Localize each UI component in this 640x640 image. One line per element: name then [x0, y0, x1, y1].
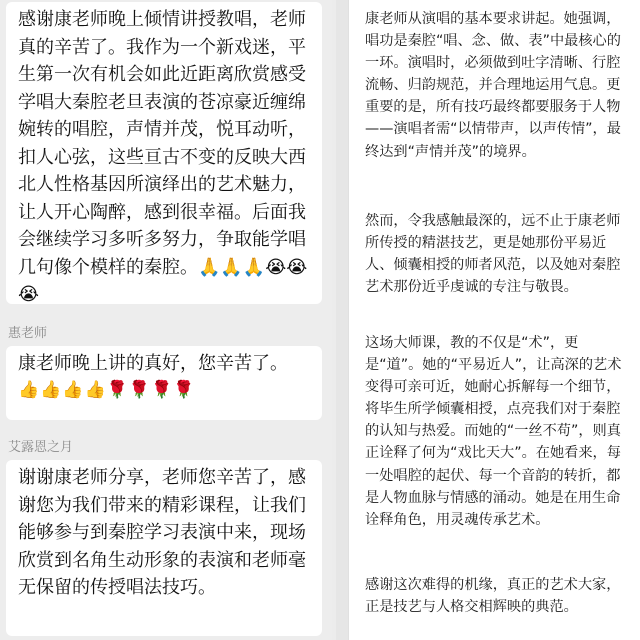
chat-bubble-3[interactable]	[6, 460, 322, 636]
message-text-1: 感谢康老师晚上倾情讲授教唱，老师真的辛苦了。我作为一个新戏迷，平生第一次有机会如此近距离欣赏感受学唱大秦腔老旦表演的苍凉豪近缠绵婉转的唱腔，声情并茂，悦耳动听，扣人心弦，这些亘古不变的反映大西北人性格基因所演绎出的艺术魅力，让人开心陶醉，感到很幸福。后面我会继续学习多听多努力，争取能学唱几句像个模样的秦腔。	[18, 9, 306, 278]
article-panel	[348, 0, 640, 640]
chat-bubble-1[interactable]	[6, 2, 322, 304]
panel-divider	[336, 0, 348, 640]
article-paragraph-4: 感谢这次难得的机缘，真正的艺术大家，正是技艺与人格交相辉映的典范。	[365, 577, 621, 616]
sender-name-2[interactable]: 惠老师	[8, 326, 48, 341]
article-paragraph-2: 然而，令我感触最深的，远不止于康老师所传授的精湛技艺，更是她那份平易近人、倾囊相授的师者风范，以及她对秦腔艺术那份近乎虔诚的专注与敬畏。	[365, 213, 621, 296]
message-text-3: 谢谢康老师分享，老师您辛苦了，感谢您为我们带来的精彩课程，让我们能够参与到秦腔学习表演中来，现场欣赏到名角生动形象的表演和老师毫无保留的传授唱法技巧。	[18, 467, 306, 598]
message-emoji-1: 🙏🙏🙏😭😭😭	[18, 256, 308, 305]
sender-name-3[interactable]: 艾露恩之月	[8, 440, 74, 455]
chat-bubble-2[interactable]	[6, 346, 322, 420]
message-emoji-2: 👍👍👍👍🌹🌹🌹🌹	[18, 379, 196, 400]
article-paragraph-3: 这场大师课，教的不仅是“术”，更是“道”。她的“平易近人”，让高深的艺术变得可亲可近，她耐心拆解每一个细节，将毕生所学倾囊相授，点亮我们对于秦腔的认知与热爱。而她的“一丝不苟”，则真正诠释了何为“戏比天大”。在她看来，每一处唱腔的起伏、每一个音韵的转折，都是人物血脉与情感的涌动。她是在用生命诠释角色，用灵魂传承艺术。	[365, 335, 622, 528]
message-text-2: 康老师晚上讲的真好，您辛苦了。	[18, 353, 288, 374]
article-paragraph-1: 康老师从演唱的基本要求讲起。她强调，唱功是秦腔“唱、念、做、表”中最核心的一环。演唱时，必须做到吐字清晰、行腔流畅、归韵规范，并合理地运用气息。更重要的是，所有技巧最终都要服务于人物——演唱者需“以情带声，以声传情”，最终达到“声情并茂”的境界。	[365, 11, 621, 160]
